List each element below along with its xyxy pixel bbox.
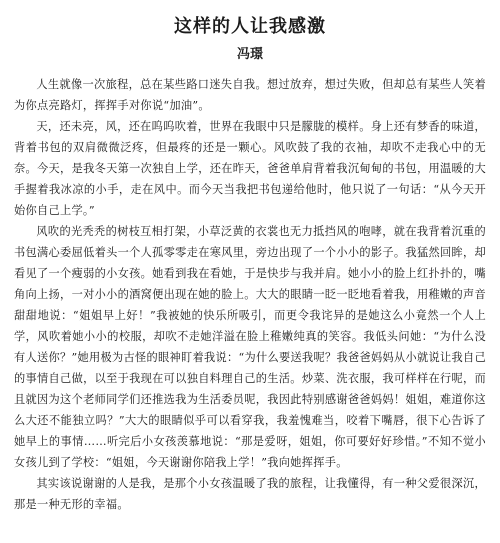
paragraph-3: 风吹的光秃秃的树枝互相打架，小草泛黄的衣裳也无力抵挡风的咆哮，就在我背着沉重的书包满心委屈低着头一个人孤零零走在寒风里，旁边出现了一个小小的影子。我猛然回眸，却看见了一个瘦弱的小女孩。她看到我在看她，于是快步与我并肩。她小小的脸上红扑扑的，嘴角向上扬，一对小小的酒窝便出现在她的脸上。大大的眼睛一眨一眨地看着我，用稚嫩的声音甜甜地说：“姐姐早上好！”我被她的快乐所吸引，而更令我诧异的是她这么小竟然一个人上学，风吹着她小小的校服，却吹不走她洋溢在脸上稚嫩纯真的笑容。我低头问她：“为什么没有人送你？”她用极为古怪的眼神盯着我说：“为什么要送我呢？我爸爸妈妈从小就说让我自己的事情自己做，以至于我现在可以独自料理自己的生活。炒菜、洗衣服，我可样样在行呢，而且就因为这个老师同学们还推选我为生活委员呢，我因此特别感谢爸爸妈妈！姐姐，难道你这么大还不能独立吗？”大大的眼睛似乎可以看穿我，我羞愧难当，咬着下嘴唇，很下心告诉了她早上的事情……听完后小女孩羡慕地说：“那是爱呀，姐姐，你可要好好珍惜。”不知不觉小女孩儿到了学校：“姐姐，今天谢谢你陪我上学！”我向她挥挥手。 bbox=[14, 225, 486, 469]
author-name: 冯璟 bbox=[236, 47, 263, 62]
paragraph-4: 其实该说谢谢的人是我，是那个小女孩温暖了我的旅程，让我懂得，有一种父爱很深沉，那是一种无形的幸福。 bbox=[14, 477, 486, 511]
paragraph-1: 人生就像一次旅程，总在某些路口迷失自我。想过放弃，想过失败，但却总有某些人笑着为你点亮路灯，挥挥手对你说“加油”。 bbox=[14, 78, 486, 112]
essay-title: 这样的人让我感激 bbox=[174, 16, 326, 37]
paragraph-2: 天，还未亮，风，还在呜呜吹着，世界在我眼中只是朦胧的模样。身上还有梦香的味道，背着书包的双肩微微泛疼，但最疼的还是一颗心。风吹鼓了我的衣袖，却吹不走我心中的无奈。今天，是我冬天第一次独自上学，还在昨天，爸爸单肩背着我沉甸甸的书包，用温暖的大手握着我冰凉的小手，走在风中。而今天当我把书包递给他时，他只说了一句话：“从今天开始你自己上学。” bbox=[14, 120, 486, 217]
